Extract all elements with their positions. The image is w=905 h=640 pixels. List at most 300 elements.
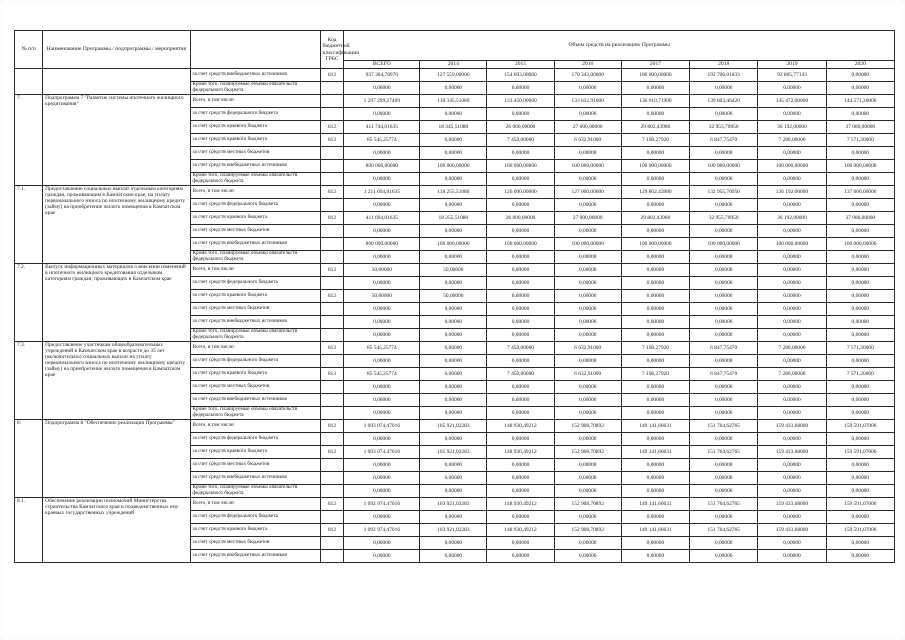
row-year-value: 29 802,43980 [621, 121, 689, 134]
row-year-value: 0,00000 [554, 537, 621, 550]
row-year-value: 27 000,00000 [554, 212, 621, 225]
row-budget-code: 812 [320, 524, 344, 537]
row-year-value: 18 345,51080 [420, 121, 487, 134]
row-funding-source: за счет средств внебюджетных источников [190, 160, 320, 173]
table-row [15, 69, 895, 82]
row-program-name [43, 69, 190, 95]
row-year-value: 0,00000 [554, 277, 621, 290]
row-year-value: 0,00000 [758, 485, 826, 498]
row-year-value: 0,00000 [758, 355, 826, 368]
row-year-value: 0,00000 [758, 511, 826, 524]
row-year-value: 0,00000 [758, 303, 826, 316]
row-year-value: 152 908,70892 [554, 420, 621, 433]
row-funding-source: за счет средств внебюджетных источников [190, 238, 320, 251]
table-row [15, 264, 895, 277]
row-total-value: 85 545,25774 [344, 368, 420, 381]
row-year-value: 149 141,66631 [621, 524, 689, 537]
row-budget-code [320, 303, 344, 316]
row-budget-code [320, 95, 344, 108]
row-funding-source: за счет средств краевого бюджета [190, 368, 320, 381]
row-total-value: 937 364,78976 [344, 69, 420, 82]
row-year-value: 0,00000 [621, 459, 689, 472]
row-total-value: 800 000,00000 [344, 160, 420, 173]
row-year-value: 0,00000 [487, 472, 554, 485]
row-year-value: 0,00000 [758, 147, 826, 160]
row-year-value: 0,00000 [420, 537, 487, 550]
row-year-value: 0,00000 [826, 472, 894, 485]
header-year: 2019 [758, 61, 826, 69]
row-year-value: 0,00000 [420, 355, 487, 368]
row-year-value: 0,00000 [420, 277, 487, 290]
row-year-value: 0,00000 [621, 147, 689, 160]
row-year-value: 0,00000 [554, 459, 621, 472]
row-total-value: 1 092 974,47016 [344, 524, 420, 537]
row-year-value: 0,00000 [420, 550, 487, 563]
row-year-value: 0,00000 [621, 251, 689, 264]
row-year-value: 0,00000 [826, 550, 894, 563]
row-year-value: 0,00000 [621, 394, 689, 407]
row-year-value: 100 000,00000 [826, 238, 894, 251]
row-year-value: 32 955,70950 [690, 212, 758, 225]
row-budget-code [320, 277, 344, 290]
row-funding-source: за счет средств местных бюджетов [190, 381, 320, 394]
row-budget-code [320, 316, 344, 329]
row-year-value: 0,00000 [690, 251, 758, 264]
row-year-value: 0,00000 [420, 251, 487, 264]
row-year-value: 0,00000 [690, 485, 758, 498]
row-year-value: 180 000,00000 [621, 69, 689, 82]
header-total: ВСЕГО [344, 61, 420, 69]
row-funding-source: за счет средств внебюджетных источников [190, 316, 320, 329]
row-year-value: 100 000,00000 [621, 238, 689, 251]
row-year-value: 0,00000 [554, 381, 621, 394]
row-year-value: 0,00000 [420, 303, 487, 316]
row-year-value: 0,00000 [621, 511, 689, 524]
row-budget-code [320, 160, 344, 173]
row-budget-code [320, 485, 344, 498]
row-year-value: 7 280,00000 [758, 342, 826, 355]
row-year-value: 0,00000 [621, 290, 689, 303]
row-year-value: 137 000,00000 [826, 186, 894, 199]
row-total-value: 1 092 974,47016 [344, 498, 420, 511]
row-funding-source: за счет средств внебюджетных источников [190, 69, 320, 82]
row-funding-source: Кроме того, планируемые объемы обязательств федерального бюджета [190, 329, 320, 342]
row-funding-source: Всего, в том числе: [190, 498, 320, 511]
row-year-value: 0,00000 [621, 225, 689, 238]
row-year-value: 0,00000 [690, 407, 758, 420]
row-year-value: 6 847,75470 [690, 342, 758, 355]
header-year: 2016 [554, 61, 621, 69]
row-number: 7.2. [15, 264, 43, 342]
row-year-value: 0,00000 [758, 329, 826, 342]
row-year-value: 0,00000 [487, 199, 554, 212]
row-year-value: 50,00000 [420, 264, 487, 277]
row-funding-source: за счет средств местных бюджетов [190, 459, 320, 472]
row-year-value: 0,00000 [487, 225, 554, 238]
row-budget-code: 812 [320, 186, 344, 199]
row-budget-code [320, 472, 344, 485]
row-funding-source: за счет средств краевого бюджета [190, 446, 320, 459]
row-year-value: 0,00000 [487, 329, 554, 342]
row-funding-source: за счет средств федерального бюджета [190, 433, 320, 446]
row-year-value: 0,00000 [690, 394, 758, 407]
header-code: Код бюджетной классификации ГРБС [320, 31, 344, 69]
row-year-value: 100 000,00000 [487, 160, 554, 173]
row-year-value: 100 000,00000 [420, 238, 487, 251]
row-budget-code [320, 147, 344, 160]
row-total-value: 0,00000 [344, 303, 420, 316]
row-year-value: 100 000,00000 [758, 238, 826, 251]
row-budget-code: 812 [320, 212, 344, 225]
row-year-value: 0,00000 [554, 433, 621, 446]
row-year-value: 0,00000 [554, 407, 621, 420]
row-year-value: 100 000,00000 [554, 160, 621, 173]
row-budget-code [320, 381, 344, 394]
row-year-value: 151 764,62765 [690, 446, 758, 459]
row-funding-source: за счет средств местных бюджетов [190, 303, 320, 316]
row-year-value: 0,00000 [690, 329, 758, 342]
row-year-value: 154 693,00000 [487, 69, 554, 82]
row-year-value: 0,00000 [621, 303, 689, 316]
row-budget-code [320, 433, 344, 446]
row-year-value: 7 450,00000 [487, 342, 554, 355]
row-year-value: 0,00000 [826, 355, 894, 368]
row-year-value: 0,00000 [621, 485, 689, 498]
row-year-value: 0,00000 [487, 537, 554, 550]
row-year-value: 0,00000 [420, 485, 487, 498]
row-year-value: 0,00000 [554, 355, 621, 368]
row-year-value: 0,00000 [487, 173, 554, 186]
row-total-value: 0,00000 [344, 537, 420, 550]
row-funding-source: Кроме того, планируемые объемы обязательств федерального бюджета [190, 173, 320, 186]
row-year-value: 127 000,00000 [554, 186, 621, 199]
row-year-value: 18 255,51080 [420, 212, 487, 225]
row-year-value: 0,00000 [758, 290, 826, 303]
row-year-value: 0,00000 [420, 511, 487, 524]
row-year-value: 103 921,02283 [420, 498, 487, 511]
row-year-value: 170 343,00000 [554, 69, 621, 82]
row-budget-code: 813 [320, 342, 344, 355]
row-funding-source: за счет средств краевого бюджета [190, 212, 320, 225]
row-funding-source: Всего, в том числе: [190, 186, 320, 199]
row-year-value: 0,00000 [487, 459, 554, 472]
row-funding-source: за счет средств внебюджетных источников [190, 472, 320, 485]
row-total-value: 0,00000 [344, 277, 420, 290]
row-year-value: 0,00000 [487, 511, 554, 524]
row-year-value: 0,00000 [826, 251, 894, 264]
row-budget-code [320, 199, 344, 212]
row-year-value: 0,00000 [690, 355, 758, 368]
row-budget-code: 812 [320, 290, 344, 303]
row-number: 7.3. [15, 342, 43, 420]
row-program-name: Предоставление социальных выплат отдельным категориям граждан, проживающим в Камчатском крае, на уплату первоначального взноса по ипотечному жилищному кредиту (займу) на приобретение жилого помещения в Камчатском крае [43, 186, 190, 264]
row-year-value: 0,00000 [420, 173, 487, 186]
row-year-value: 0,00000 [621, 264, 689, 277]
row-year-value: 0,00000 [758, 277, 826, 290]
row-total-value: 1 297 299,27409 [344, 95, 420, 108]
row-year-value: 0,00000 [621, 550, 689, 563]
row-budget-code [320, 82, 344, 95]
row-year-value: 118 255,51080 [420, 186, 487, 199]
row-year-value: 0,00000 [554, 147, 621, 160]
row-total-value: 0,00000 [344, 485, 420, 498]
row-total-value: 0,00000 [344, 511, 420, 524]
row-year-value: 136 910,71900 [621, 95, 689, 108]
row-year-value: 0,00000 [758, 381, 826, 394]
row-year-value: 0,00000 [826, 394, 894, 407]
row-year-value: 0,00000 [826, 316, 894, 329]
row-year-value: 0,00000 [758, 472, 826, 485]
row-year-value: 0,00000 [690, 459, 758, 472]
row-funding-source: Кроме того, планируемые объемы обязательств федерального бюджета [190, 407, 320, 420]
row-total-value: 0,00000 [344, 381, 420, 394]
row-funding-source: Кроме того, планируемые объемы обязательств федерального бюджета [190, 82, 320, 95]
row-year-value: 100 000,00000 [826, 160, 894, 173]
row-total-value: 0,00000 [344, 147, 420, 160]
row-year-value: 0,00000 [621, 277, 689, 290]
row-funding-source: за счет средств внебюджетных источников [190, 550, 320, 563]
row-year-value: 0,00000 [826, 290, 894, 303]
row-year-value: 26 000,00000 [487, 212, 554, 225]
row-year-value: 0,00000 [690, 550, 758, 563]
row-total-value: 50,00000 [344, 290, 420, 303]
row-year-value: 0,00000 [621, 108, 689, 121]
row-year-value: 105 921,02283 [420, 420, 487, 433]
row-year-value: 0,00000 [621, 472, 689, 485]
row-year-value: 159 433,68000 [758, 524, 826, 537]
table-row [15, 342, 895, 355]
row-total-value: 0,00000 [344, 433, 420, 446]
row-program-name: Выпуск информационных материалов о внесении изменений в ипотечного жилищного кредитования отдельным категориям граждан, проживающих в Камчатском крае [43, 264, 190, 342]
row-year-value: 100 000,00000 [690, 238, 758, 251]
row-year-value: 7 280,00000 [758, 368, 826, 381]
row-year-value: 151 764,62765 [690, 498, 758, 511]
row-year-value: 0,00000 [554, 173, 621, 186]
row-year-value: 0,00000 [420, 225, 487, 238]
header-year: 2015 [487, 61, 554, 69]
row-year-value: 136 192,00000 [758, 186, 826, 199]
row-year-value: 0,00000 [621, 381, 689, 394]
row-total-value: 0,00000 [344, 355, 420, 368]
row-year-value: 152 908,70892 [554, 498, 621, 511]
row-year-value: 151 764,62765 [690, 524, 758, 537]
row-year-value: 0,00000 [826, 485, 894, 498]
row-budget-code: 812 [320, 446, 344, 459]
table-body [15, 69, 895, 563]
row-year-value: 0,00000 [487, 108, 554, 121]
row-year-value: 0,00000 [758, 173, 826, 186]
row-year-value: 0,00000 [690, 199, 758, 212]
row-year-value: 0,00000 [487, 394, 554, 407]
row-year-value: 152 908,70892 [554, 524, 621, 537]
row-total-value: 411 694,01635 [344, 212, 420, 225]
row-year-value: 0,00000 [420, 147, 487, 160]
row-year-value: 159 433,68000 [758, 446, 826, 459]
row-funding-source: за счет средств краевого бюджета [190, 524, 320, 537]
row-year-value: 0,00000 [420, 407, 487, 420]
row-year-value: 0,00000 [758, 550, 826, 563]
row-year-value: 7 108,27920 [621, 368, 689, 381]
row-budget-code: 813 [320, 368, 344, 381]
row-budget-code [320, 394, 344, 407]
row-year-value: 0,00000 [690, 277, 758, 290]
row-total-value: 0,00000 [344, 407, 420, 420]
row-year-value: 0,00000 [554, 290, 621, 303]
row-year-value: 0,00000 [621, 82, 689, 95]
row-year-value: 0,00000 [826, 173, 894, 186]
row-number: 8. [15, 420, 43, 498]
row-year-value: 0,00000 [487, 303, 554, 316]
header-volume: Объем средств на реализацию Программы [344, 31, 895, 61]
row-year-value: 0,00000 [487, 316, 554, 329]
row-year-value: 0,00000 [487, 381, 554, 394]
row-total-value: 0,00000 [344, 108, 420, 121]
row-year-value: 0,00000 [420, 134, 487, 147]
row-year-value: 27 000,00000 [554, 121, 621, 134]
row-year-value: 0,00000 [420, 82, 487, 95]
row-total-value: 0,00000 [344, 173, 420, 186]
row-total-value: 0,00000 [344, 316, 420, 329]
row-funding-source: Всего, в том числе: [190, 264, 320, 277]
row-year-value: 129 802,43980 [621, 186, 689, 199]
header-year: 2018 [690, 61, 758, 69]
row-year-value: 0,00000 [554, 199, 621, 212]
header-year: 2014 [420, 61, 487, 69]
row-year-value: 0,00000 [690, 147, 758, 160]
row-total-value: 0,00000 [344, 251, 420, 264]
row-funding-source: за счет средств местных бюджетов [190, 147, 320, 160]
row-total-value: 85 545,25774 [344, 342, 420, 355]
row-year-value: 0,00000 [554, 82, 621, 95]
row-total-value: 0,00000 [344, 329, 420, 342]
row-year-value: 0,00000 [554, 485, 621, 498]
header-name: Наименование Программы / подпрограммы / мероприятия [43, 31, 190, 69]
row-year-value: 0,00000 [826, 433, 894, 446]
row-year-value: 0,00000 [690, 82, 758, 95]
row-year-value: 50,00000 [420, 290, 487, 303]
row-year-value: 7 108,27920 [621, 342, 689, 355]
row-year-value: 6 847,75470 [690, 368, 758, 381]
row-total-value: 1 093 074,47016 [344, 446, 420, 459]
row-year-value: 159 591,07000 [826, 524, 894, 537]
row-year-value: 100 000,00000 [487, 238, 554, 251]
row-budget-code [320, 225, 344, 238]
table-row [15, 420, 895, 433]
row-year-value: 0,00000 [826, 537, 894, 550]
row-funding-source: Кроме того, планируемые объемы обязательств федерального бюджета [190, 485, 320, 498]
row-year-value: 0,00000 [554, 251, 621, 264]
row-year-value: 152 908,70892 [554, 446, 621, 459]
row-year-value: 0,00000 [420, 394, 487, 407]
row-funding-source: за счет средств федерального бюджета [190, 355, 320, 368]
row-number [15, 69, 43, 95]
row-year-value: 0,00000 [826, 199, 894, 212]
row-year-value: 0,00000 [420, 368, 487, 381]
row-year-value: 0,00000 [690, 303, 758, 316]
row-year-value: 127 559,00000 [420, 69, 487, 82]
row-year-value: 0,00000 [826, 82, 894, 95]
row-year-value: 159 591,07000 [826, 498, 894, 511]
row-year-value: 0,00000 [487, 407, 554, 420]
row-year-value: 144 571,20000 [826, 95, 894, 108]
row-year-value: 0,00000 [690, 264, 758, 277]
row-year-value: 0,00000 [826, 225, 894, 238]
row-year-value: 0,00000 [554, 225, 621, 238]
row-year-value: 36 192,00000 [758, 121, 826, 134]
row-year-value: 0,00000 [420, 342, 487, 355]
row-year-value: 7 450,00000 [487, 134, 554, 147]
row-funding-source: за счет средств федерального бюджета [190, 277, 320, 290]
row-year-value: 0,00000 [826, 303, 894, 316]
row-year-value: 6 632,91000 [554, 368, 621, 381]
row-year-value: 159 433,68000 [758, 420, 826, 433]
row-budget-code: 812 [320, 69, 344, 82]
row-year-value: 148 930,49212 [487, 420, 554, 433]
row-year-value: 0,00000 [758, 316, 826, 329]
row-year-value: 0,00000 [487, 550, 554, 563]
row-year-value: 100 000,00000 [690, 160, 758, 173]
row-number: 8.1. [15, 498, 43, 563]
row-number: 7. [15, 95, 43, 186]
row-year-value: 0,00000 [487, 277, 554, 290]
row-funding-source: за счет средств федерального бюджета [190, 108, 320, 121]
row-year-value: 149 141,66631 [621, 446, 689, 459]
row-total-value: 1 093 074,47016 [344, 420, 420, 433]
row-year-value: 29 802,43980 [621, 212, 689, 225]
row-year-value: 0,00000 [554, 264, 621, 277]
row-year-value: 139 803,46420 [690, 95, 758, 108]
row-program-name: Подпрограмма 8 "Обеспечение реализации Программы" [43, 420, 190, 498]
row-year-value: 0,00000 [420, 472, 487, 485]
row-year-value: 0,00000 [621, 199, 689, 212]
row-year-value: 0,00000 [758, 407, 826, 420]
row-funding-source: за счет средств краевого бюджета [190, 134, 320, 147]
row-year-value: 0,00000 [758, 264, 826, 277]
table-row [15, 498, 895, 511]
row-budget-code [320, 550, 344, 563]
row-year-value: 0,00000 [690, 537, 758, 550]
row-year-value: 0,00000 [826, 264, 894, 277]
row-year-value: 0,00000 [420, 199, 487, 212]
row-year-value: 0,00000 [487, 290, 554, 303]
header-num: № п/п [15, 31, 43, 69]
row-year-value: 0,00000 [826, 459, 894, 472]
row-year-value: 0,00000 [621, 173, 689, 186]
row-funding-source: Всего, в том числе: [190, 420, 320, 433]
row-budget-code [320, 355, 344, 368]
row-budget-code [320, 238, 344, 251]
row-year-value: 7 571,20000 [826, 368, 894, 381]
header-year: 2020 [826, 61, 894, 69]
row-year-value: 0,00000 [690, 173, 758, 186]
row-funding-source: за счет средств местных бюджетов [190, 537, 320, 550]
row-year-value: 32 955,70950 [690, 121, 758, 134]
row-program-name: Обеспечение реализации полномочий Министерства строительства Камчатского края и подведомственных ему краевых государственных учреждений [43, 498, 190, 563]
row-year-value: 6 632,91000 [554, 342, 621, 355]
row-budget-code [320, 251, 344, 264]
row-year-value: 0,00000 [826, 407, 894, 420]
row-budget-code [320, 459, 344, 472]
row-year-value: 7 571,20000 [826, 342, 894, 355]
row-year-value: 100 000,00000 [621, 160, 689, 173]
program-funding-table-sheet [14, 30, 895, 620]
row-year-value: 0,00000 [487, 433, 554, 446]
row-funding-source: за счет средств краевого бюджета [190, 290, 320, 303]
row-year-value: 0,00000 [758, 537, 826, 550]
row-year-value: 0,00000 [826, 329, 894, 342]
row-total-value: 0,00000 [344, 199, 420, 212]
row-year-value: 7 450,00000 [487, 368, 554, 381]
